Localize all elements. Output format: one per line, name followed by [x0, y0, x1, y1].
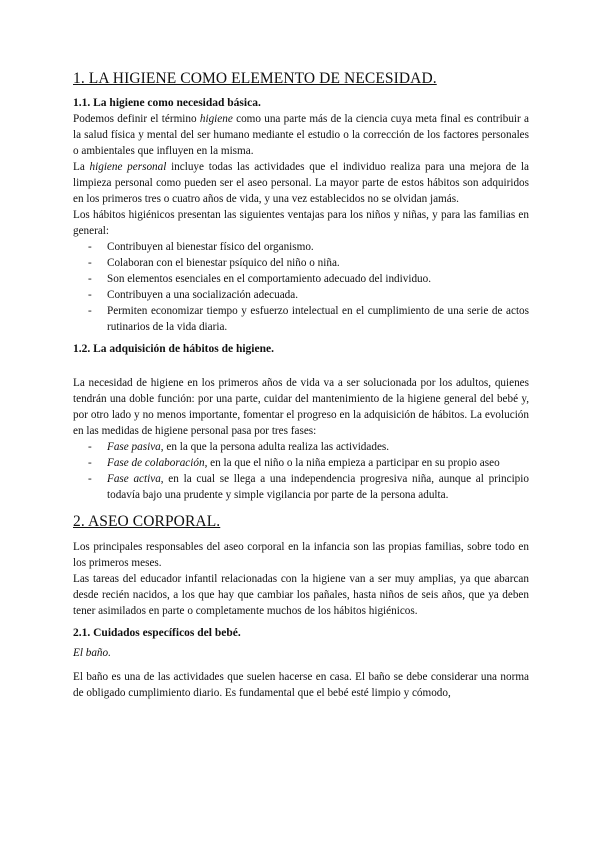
paragraph-higiene-personal: La higiene personal incluye todas las actividades que el individuo realiza para una mejora de la limpieza personal como pueden ser el aseo personal. La mayor parte de estos hábitos son adquiridos en los primeros tres o cuatro años de vida, y una vez establecidos no se olvidan jamás. [73, 161, 529, 205]
list-item: - Fase de colaboración, en la que el niño o la niña empieza a participar en su propio aseo [88, 457, 500, 469]
section-1-title: 1. LA HIGIENE COMO ELEMENTO DE NECESIDAD. [73, 70, 437, 87]
section-2-title: 2. ASEO CORPORAL. [73, 513, 221, 530]
phases-list [73, 439, 529, 503]
list-item: - Contribuyen a una socialización adecuada. [88, 289, 299, 301]
paragraph-adquisicion: La necesidad de higiene en los primeros años de vida va a ser solucionada por los adultos, quienes tendrán una doble función: por una parte, cuidar del mantenimiento de la higiene general del bebé y, por otro lado y no menos importante, fomentar el progreso en la adquisición de hábitos. La evolución en las medidas de higiene personal pasa por tres fases: [73, 377, 529, 437]
bano-title: El baño. [73, 647, 111, 659]
ventajas-list [73, 239, 529, 335]
paragraph-responsables: Los principales responsables del aseo corporal en la infancia son las propias familias, sobre todo en los primeros meses. [73, 541, 529, 569]
list-item: - Fase activa, en la cual se llega a una independencia progresiva niña, aunque al principio todavía bajo una prudente y simple vigilancia por parte de la persona adulta. [88, 473, 529, 501]
paragraph-bano: El baño es una de las actividades que suelen hacerse en casa. El baño se debe considerar una norma de obligado cumplimiento diario. Es fundamental que el bebé esté limpio y cómodo, [73, 671, 529, 699]
paragraph-tareas-educador: Las tareas del educador infantil relacionadas con la higiene van a ser muy amplias, ya que abarcan desde recién nacidos, a los que hay que cambiar los pañales, hasta niños de seis años, que ya deben tener asimilados en parte o completamente muchos de los hábitos higiénicos. [73, 573, 529, 617]
list-item: - Son elementos esenciales en el comportamiento adecuado del individuo. [88, 273, 432, 285]
paragraph-higiene-definition: Podemos definir el término higiene como una parte más de la ciencia cuya meta final es contribuir a la salud física y mental del ser humano mediante el estudio o la corrección de los factores personales o ambientales que influyen en la misma. [73, 113, 529, 157]
document-page [73, 70, 529, 701]
subsection-1-1-title: 1.1. La higiene como necesidad básica. [73, 97, 261, 109]
paragraph-ventajas-intro: Los hábitos higiénicos presentan las siguientes ventajas para los niños y niñas, y para las familias en general: [73, 209, 529, 237]
list-item: - Permiten economizar tiempo y esfuerzo intelectual en el cumplimiento de una serie de actos rutinarios de la vida diaria. [88, 305, 529, 333]
list-item: - Contribuyen al bienestar físico del organismo. [88, 241, 314, 253]
subsection-1-2-title: 1.2. La adquisición de hábitos de higiene. [73, 343, 274, 355]
list-item: - Fase pasiva, en la que la persona adulta realiza las actividades. [88, 441, 390, 453]
list-item: - Colaboran con el bienestar psíquico del niño o niña. [88, 257, 340, 269]
subsection-2-1-title: 2.1. Cuidados específicos del bebé. [73, 627, 241, 639]
